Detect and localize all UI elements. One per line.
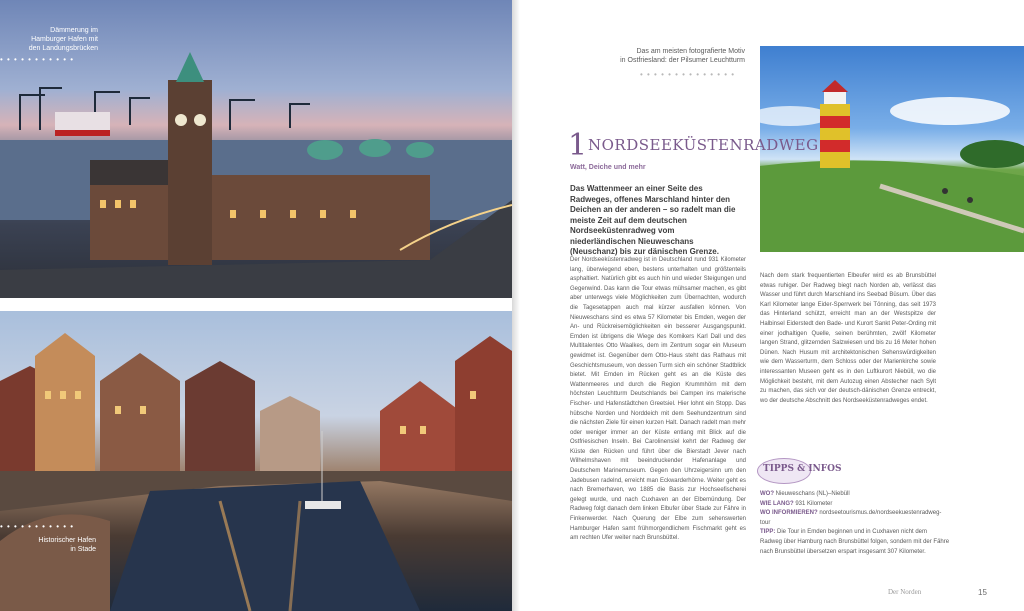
hamburg-caption bbox=[20, 26, 98, 53]
tips-info bbox=[760, 509, 950, 528]
stade-caption-line-1: Historischer Hafen bbox=[38, 537, 96, 544]
tips-list bbox=[760, 490, 950, 557]
tips-length-value: 931 Kilometer bbox=[795, 500, 833, 507]
footer-region: Der Norden bbox=[888, 588, 922, 596]
stade-caption-line-2: in Stade bbox=[70, 546, 96, 553]
body-column-1: Der Nordseeküstenradweg ist in Deutschland rund 931 Kilometer lang, überwiegend eben, bestens unterhalten und größtenteils asphaltiert. Natürlich gibt es auch hin und wieder Steigungen und Gegenwind. Das kann die Tour etwas mühsamer machen, es gibt aber unterwegs viele Möglichkeiten zum Übernachten, wodurch die Tagesetappen auch mal kürzer ausfallen können. Von Nieuweschans sind es etwa 57 Kilometer bis Emden, wegen der An- und Rückreisemöglichkeiten ein besserer Ausgangspunkt. Emden ist übrigens die Wiege des Komikers Karl Dall und des Multitalentes Otto Waalkes, dem im Zentrum sogar ein Museum gewidmet ist. Gegenüber dem Otto-Haus steht das Rathaus mit Geschichtsmuseum, von dessen Turm sich ein schöner Stadtblick bietet. Mit Emden im Rücken geht es an die Küste des Wattenmeeres und durch die Region Krummhörn mit dem höchsten Leuchtturm Deutschlands bei Campen ins malerische Fischer- und Hafenstädtchen Greetsiel. Hier lohnt ein Stopp. Das hübsche Norden und Norddeich mit dem Seehundzentrum sind die nächsten Ziele für einen kurzen Halt. Danach radelt man mehr oder weniger immer an der Küste entlang mit Blick auf die Ostfriesischen Inseln. Bei Carolinensiel kehrt der Radweg der Küste den Rücken und führt über die Bierstadt Jever nach Wilhelmshaven mit beeindruckender Hafenanlage und Deutschem Marinemuseum. Gegen den Uhrzeigersinn um den Jadebusen radelnd, erreicht man Eckwarderhörne. Weiter geht es nach Bremerhaven, wo 1885 die Basis zur Hochseefischerei gelegt wurde, und nach Cuxhaven an der Elbemündung. Der Radweg folgt danach dem linken Elbufer über Stade zur Fähre in Finkenwerder. Nach Querung der Elbe zum sehenswerten Hamburger Hafen samt frühmorgendlichem Fischmarkt geht es am rechten Ufer weiter nach Brunsbüttel. bbox=[570, 257, 746, 542]
tips-where bbox=[760, 490, 950, 500]
tips-title: TIPPS & INFOS bbox=[763, 464, 842, 474]
pilsum-caption-dots: • • • • • • • • • • • • • • bbox=[640, 70, 736, 79]
tips-where-value: Nieuweschans (NL)–Niebüll bbox=[775, 491, 850, 497]
tips-length-label: WIE LANG? bbox=[760, 500, 794, 507]
body-column-2: Nach dem stark frequentierten Elbeufer wird es ab Brunsbüttel etwas ruhiger. Der Radweg biegt nach Norden ab, verlässt das Wasser und führt durch Marschland ins Seebad Büsum. Über das Karl Kilometer lange Eider-Sperrwerk bei Tönning, das seit 1973 das Hinterland schützt, erreicht man an der Westspitze der Halbinsel Eiderstedt den Bade- und Kurort Sankt Peter-Ording mit einer jodhaltigen Quelle, seinen berühmten, zwölf Kilometer langen Strand, glitzernden Salzwiesen und bis zu 16 Meter hohen Dünen. Nach Husum mit architektonischen Sehenswürdigkeiten wie dem Wasserturm, dem Schloss oder der Marienkirche sowie interessanten Museen geht es in den Luftkurort Niebüll, wo die Möglichkeit besteht, mit dem Autozug einen Abstecher nach Sylt zu machen, das sich vor der deutsch-dänischen Grenze entreckt, wo der deutsche Abschnitt des Nordseeküstenradweges endet. bbox=[760, 273, 936, 404]
tips-where-label: WO? bbox=[760, 491, 774, 497]
hamburg-caption-dots: • • • • • • • • • • • bbox=[0, 55, 75, 64]
tips-tipp bbox=[760, 528, 950, 557]
chapter-intro: Das Wattenmeer an einer Seite des Radweges, offenes Marschland hinter den Deichen an der anderen – so radelt man die meiste Zeit auf dem deutschen Nordseeküstenradweg vom niederländischen Nieuweschans (Neuschanz) bis zur dänischen Grenze. bbox=[570, 184, 736, 256]
hamburg-caption-line-2: Hamburger Hafen mit bbox=[31, 36, 98, 43]
pilsum-caption bbox=[600, 47, 745, 65]
stade-caption-dots: • • • • • • • • • • • bbox=[0, 522, 75, 531]
tips-info-value: nordseetourismus.de/nordseekuestenradweg-tour bbox=[760, 510, 942, 526]
page-gutter bbox=[512, 0, 520, 611]
tips-tipp-label: TIPP: bbox=[760, 529, 776, 536]
tips-tipp-value: Die Tour in Emden beginnen und in Cuxhaven nicht dem Radweg über Hamburg nach Brunsbüttel folgen, sondern mit der Fähre nach Brunsbüttel übersetzen erspart insgesamt 307 Kilometer. bbox=[760, 529, 950, 555]
stade-scene bbox=[0, 311, 512, 611]
hamburg-caption-line-3: den Landungsbrücken bbox=[28, 45, 98, 52]
chapter-subtitle: Watt, Deiche und mehr bbox=[570, 164, 646, 171]
tips-length bbox=[760, 500, 950, 510]
pilsum-caption-line-1: Das am meisten fotografierte Motiv bbox=[636, 48, 745, 55]
tips-info-label: WO INFORMIEREN? bbox=[760, 510, 818, 517]
stade-caption bbox=[20, 536, 96, 554]
page-number: 15 bbox=[978, 588, 987, 597]
chapter-number: 1 bbox=[568, 128, 588, 163]
hamburg-caption-line-1: Dämmerung im bbox=[50, 27, 98, 34]
pilsum-caption-line-2: in Ostfriesland: der Pilsumer Leuchtturm bbox=[620, 57, 745, 64]
chapter-title: NORDSEEKÜSTENRADWEG bbox=[588, 136, 819, 154]
photo-stade-harbour bbox=[0, 311, 512, 611]
